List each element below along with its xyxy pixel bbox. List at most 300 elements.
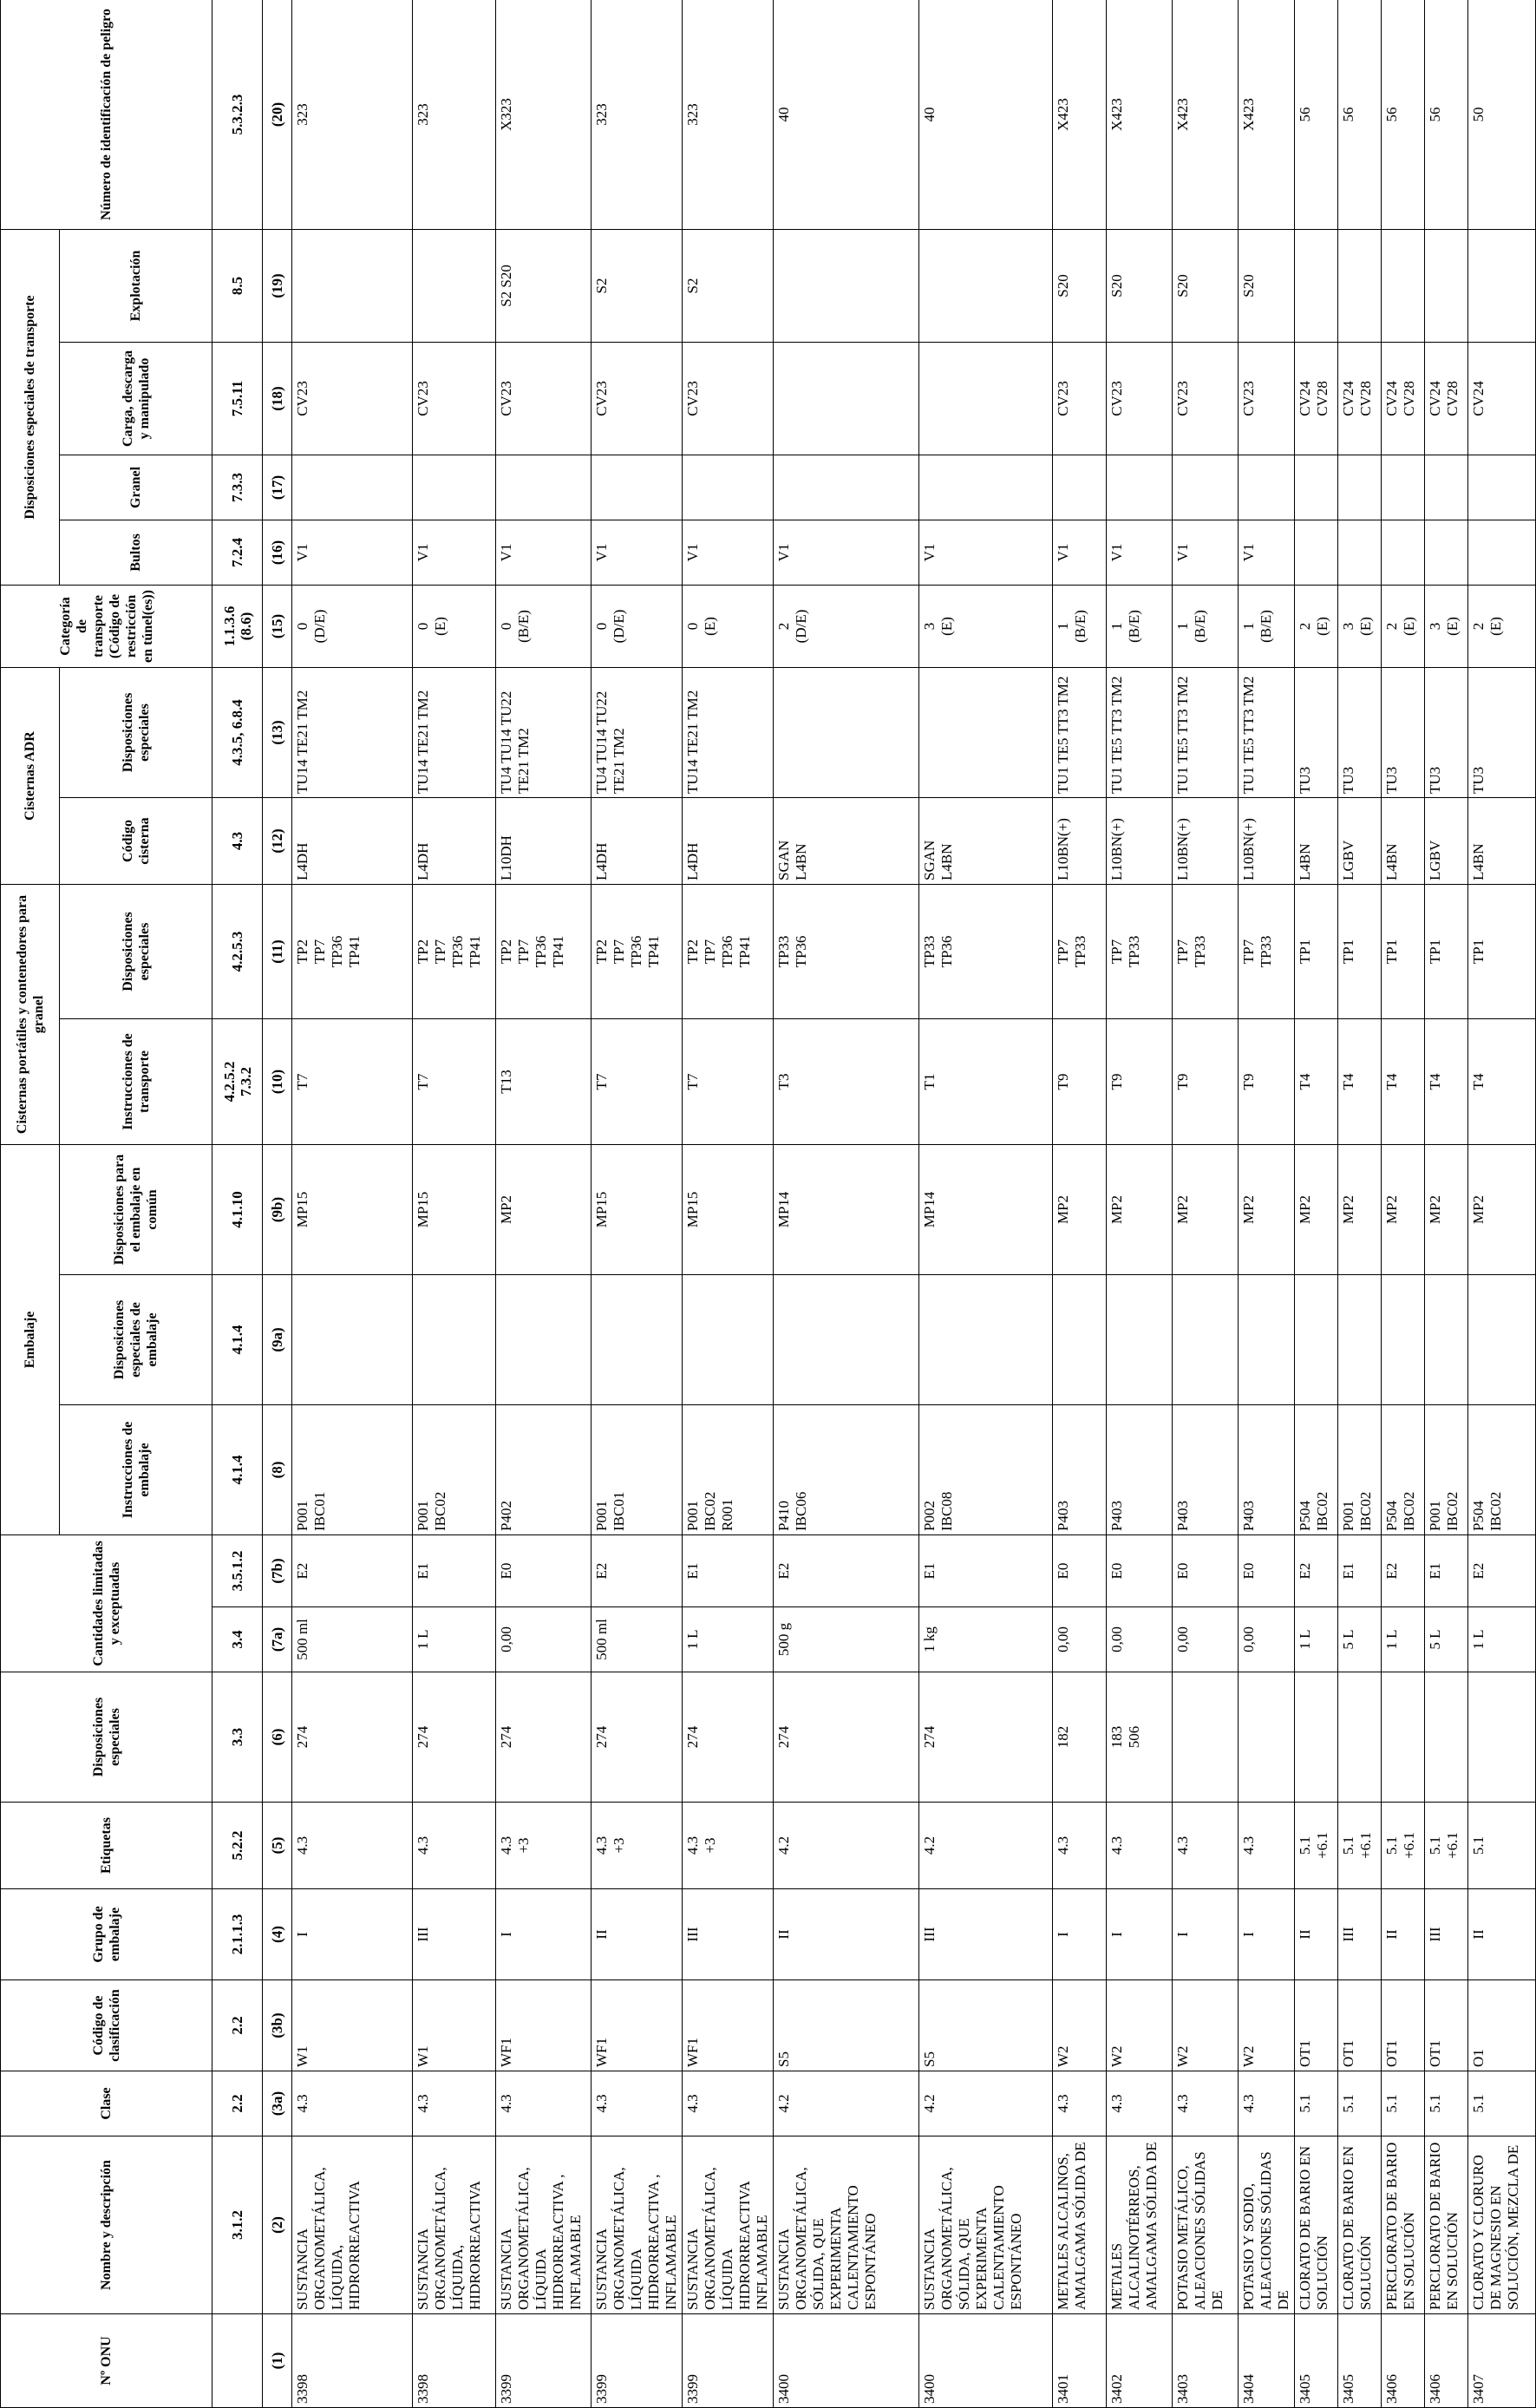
reference-row bbox=[212, 0, 263, 2408]
table-cell: MP15 bbox=[292, 1144, 413, 1274]
table-cell: 4.3 bbox=[1173, 1803, 1239, 1889]
table-cell bbox=[919, 667, 1053, 797]
reference-cell: 7.2.4 bbox=[212, 520, 263, 585]
table-cell bbox=[1468, 520, 1536, 585]
column-number-cell: (3b) bbox=[263, 1980, 292, 2071]
table-cell: P403 bbox=[1107, 1405, 1173, 1535]
table-cell bbox=[1468, 455, 1536, 520]
table-cell: 5 L bbox=[1338, 1607, 1382, 1672]
header-name: Nombre y descripción bbox=[1, 2136, 212, 2314]
table-cell: TP7 TP33 bbox=[1107, 884, 1173, 1018]
table-cell bbox=[1382, 229, 1425, 342]
table-cell: 56 bbox=[1382, 0, 1425, 229]
table-cell: 274 bbox=[496, 1672, 592, 1803]
table-cell: 1 L bbox=[413, 1607, 496, 1672]
table-cell: S20 bbox=[1107, 229, 1173, 342]
table-cell: L4DH bbox=[592, 797, 683, 884]
table-cell bbox=[1295, 455, 1338, 520]
table-cell bbox=[683, 455, 774, 520]
table-cell: CV24 bbox=[1468, 342, 1536, 455]
table-cell: CLORATO DE BARIO EN SOLUCIÓN bbox=[1338, 2136, 1382, 2314]
column-number-cell: (13) bbox=[263, 667, 292, 797]
table-cell bbox=[292, 229, 413, 342]
table-cell: T9 bbox=[1239, 1018, 1295, 1144]
table-cell: E2 bbox=[1382, 1535, 1425, 1607]
table-cell bbox=[1468, 229, 1536, 342]
column-number-cell: (2) bbox=[263, 2136, 292, 2314]
table-cell: 0,00 bbox=[1107, 1607, 1173, 1672]
column-number-cell: (3a) bbox=[263, 2071, 292, 2136]
table-cell: 2 (E) bbox=[1382, 585, 1425, 667]
table-cell: 0 (B/E) bbox=[496, 585, 592, 667]
table-row bbox=[1239, 0, 1295, 2408]
table-cell bbox=[1239, 1672, 1295, 1803]
reference-cell bbox=[212, 2314, 263, 2408]
table-cell: METALES ALCALINOS, AMALGAMA SÓLIDA DE bbox=[1053, 2136, 1107, 2314]
table-cell: TU14 TE21 TM2 bbox=[292, 667, 413, 797]
table-cell: 56 bbox=[1295, 0, 1338, 229]
table-cell: T7 bbox=[683, 1018, 774, 1144]
table-cell: 3403 bbox=[1173, 2314, 1239, 2408]
table-cell: S5 bbox=[774, 1980, 919, 2071]
reference-cell: 3.1.2 bbox=[212, 2136, 263, 2314]
table-cell: MP15 bbox=[683, 1144, 774, 1274]
column-number-cell: (15) bbox=[263, 585, 292, 667]
table-cell: 323 bbox=[683, 0, 774, 229]
header-class: Clase bbox=[1, 2071, 212, 2136]
table-cell: 4.2 bbox=[919, 1803, 1053, 1889]
table-cell: L10DH bbox=[496, 797, 592, 884]
table-cell: MP2 bbox=[1053, 1144, 1107, 1274]
table-cell: 4.3 bbox=[292, 1803, 413, 1889]
column-number-cell: (9b) bbox=[263, 1144, 292, 1274]
table-cell: 274 bbox=[413, 1672, 496, 1803]
table-cell: TU3 bbox=[1338, 667, 1382, 797]
table-cell: 0,00 bbox=[1173, 1607, 1239, 1672]
table-cell: 1 (B/E) bbox=[1239, 585, 1295, 667]
table-cell: MP15 bbox=[413, 1144, 496, 1274]
table-cell bbox=[1239, 455, 1295, 520]
table-cell: TP1 bbox=[1382, 884, 1425, 1018]
column-number-cell: (6) bbox=[263, 1672, 292, 1803]
table-cell: L4DH bbox=[413, 797, 496, 884]
table-cell: 4.2 bbox=[774, 2071, 919, 2136]
table-cell bbox=[1382, 1672, 1425, 1803]
table-cell: TU1 TE5 TT3 TM2 bbox=[1107, 667, 1173, 797]
table-cell: TP2 TP7 TP36 TP41 bbox=[683, 884, 774, 1018]
table-cell: TP1 bbox=[1468, 884, 1536, 1018]
table-cell: TU3 bbox=[1382, 667, 1425, 797]
table-cell bbox=[1053, 455, 1107, 520]
table-cell: 1 (B/E) bbox=[1107, 585, 1173, 667]
table-cell: TP2 TP7 TP36 TP41 bbox=[413, 884, 496, 1018]
table-cell: 4.3 bbox=[1107, 2071, 1173, 2136]
table-cell: P001 IBC02 bbox=[1425, 1405, 1468, 1535]
table-cell: 3402 bbox=[1107, 2314, 1173, 2408]
table-cell: TP7 TP33 bbox=[1239, 884, 1295, 1018]
reference-cell: 4.2.5.2 7.3.2 bbox=[212, 1018, 263, 1144]
table-cell bbox=[1425, 229, 1468, 342]
table-cell: TP2 TP7 TP36 TP41 bbox=[496, 884, 592, 1018]
table-cell: V1 bbox=[683, 520, 774, 585]
table-cell bbox=[1338, 520, 1382, 585]
reference-cell: 4.3.5, 6.8.4 bbox=[212, 667, 263, 797]
table-cell: PERCLORATO DE BARIO EN SOLUCIÓN bbox=[1425, 2136, 1468, 2314]
table-cell: V1 bbox=[496, 520, 592, 585]
table-cell: MP14 bbox=[774, 1144, 919, 1274]
table-cell: TU4 TU14 TU22 TE21 TM2 bbox=[592, 667, 683, 797]
table-cell bbox=[1338, 1275, 1382, 1405]
table-cell: 274 bbox=[592, 1672, 683, 1803]
column-number-cell: (7a) bbox=[263, 1607, 292, 1672]
table-cell: SGAN L4BN bbox=[774, 797, 919, 884]
table-cell: 4.3 bbox=[413, 2071, 496, 2136]
table-cell: II bbox=[592, 1889, 683, 1980]
table-cell: CV23 bbox=[413, 342, 496, 455]
table-cell: P402 bbox=[496, 1405, 592, 1535]
table-cell bbox=[1425, 1672, 1468, 1803]
table-cell: 5.1 bbox=[1468, 1803, 1536, 1889]
table-cell: X423 bbox=[1239, 0, 1295, 229]
table-row bbox=[413, 0, 496, 2408]
table-cell: 5 L bbox=[1425, 1607, 1468, 1672]
table-cell: MP2 bbox=[1295, 1144, 1338, 1274]
table-cell: V1 bbox=[292, 520, 413, 585]
table-cell: S5 bbox=[919, 1980, 1053, 2071]
table-row bbox=[774, 0, 919, 2408]
table-cell: E0 bbox=[1053, 1535, 1107, 1607]
table-cell bbox=[292, 1275, 413, 1405]
table-cell: O1 bbox=[1468, 1980, 1536, 2071]
header-portable-special: Disposiciones especiales bbox=[60, 884, 212, 1018]
header-instructions-transport: Instrucciones de transporte bbox=[60, 1018, 212, 1144]
table-cell: MP2 bbox=[1338, 1144, 1382, 1274]
header-special-packing: Disposiciones especiales de embalaje bbox=[60, 1275, 212, 1405]
table-cell: L10BN(+) bbox=[1107, 797, 1173, 884]
table-cell: 5.1 bbox=[1425, 2071, 1468, 2136]
table-cell: S2 bbox=[592, 229, 683, 342]
table-cell: I bbox=[292, 1889, 413, 1980]
table-cell: III bbox=[919, 1889, 1053, 1980]
table-cell: MP15 bbox=[592, 1144, 683, 1274]
table-cell bbox=[774, 455, 919, 520]
table-cell: T7 bbox=[292, 1018, 413, 1144]
table-cell: MP2 bbox=[1239, 1144, 1295, 1274]
table-cell: S2 S20 bbox=[496, 229, 592, 342]
table-cell: POTASIO METÁLICO, ALEACIONES SÓLIDAS DE bbox=[1173, 2136, 1239, 2314]
reference-cell: 5.2.2 bbox=[212, 1803, 263, 1889]
table-cell: MP2 bbox=[1468, 1144, 1536, 1274]
table-cell: CV23 bbox=[592, 342, 683, 455]
table-cell: MP14 bbox=[919, 1144, 1053, 1274]
table-cell: T7 bbox=[592, 1018, 683, 1144]
header-tank-code: Código cisterna bbox=[60, 797, 212, 884]
table-cell: III bbox=[683, 1889, 774, 1980]
table-cell: E0 bbox=[1173, 1535, 1239, 1607]
table-row bbox=[1338, 0, 1382, 2408]
table-cell: T9 bbox=[1053, 1018, 1107, 1144]
table-cell bbox=[1107, 1275, 1173, 1405]
table-cell: T9 bbox=[1107, 1018, 1173, 1144]
reference-cell: 2.1.1.3 bbox=[212, 1889, 263, 1980]
table-cell: I bbox=[1053, 1889, 1107, 1980]
table-cell: TU3 bbox=[1468, 667, 1536, 797]
table-cell: 3406 bbox=[1382, 2314, 1425, 2408]
table-cell: 1 L bbox=[1295, 1607, 1338, 1672]
table-cell: X323 bbox=[496, 0, 592, 229]
table-cell: CV23 bbox=[1107, 342, 1173, 455]
table-cell: 4.3 bbox=[592, 2071, 683, 2136]
table-cell: 4.3 +3 bbox=[592, 1803, 683, 1889]
table-cell: L10BN(+) bbox=[1173, 797, 1239, 884]
header-packing-group: Grupo de embalaje bbox=[1, 1889, 212, 1980]
table-cell: CV24 CV28 bbox=[1425, 342, 1468, 455]
table-cell: P001 IBC01 bbox=[292, 1405, 413, 1535]
table-cell: 4.2 bbox=[774, 1803, 919, 1889]
header-special-provisions: Disposiciones especiales bbox=[1, 1672, 212, 1803]
table-cell: CV24 CV28 bbox=[1382, 342, 1425, 455]
table-cell: LGBV bbox=[1338, 797, 1382, 884]
table-cell: TP2 TP7 TP36 TP41 bbox=[592, 884, 683, 1018]
column-number-cell: (12) bbox=[263, 797, 292, 884]
column-number-cell: (16) bbox=[263, 520, 292, 585]
table-cell bbox=[413, 455, 496, 520]
table-cell: V1 bbox=[774, 520, 919, 585]
reference-cell: 4.1.4 bbox=[212, 1275, 263, 1405]
table-row bbox=[1053, 0, 1107, 2408]
table-cell bbox=[1295, 1672, 1338, 1803]
table-cell bbox=[1382, 455, 1425, 520]
table-cell: SGAN L4BN bbox=[919, 797, 1053, 884]
table-cell: CV23 bbox=[496, 342, 592, 455]
table-cell: I bbox=[1239, 1889, 1295, 1980]
table-cell: WF1 bbox=[683, 1980, 774, 2071]
table-cell: 56 bbox=[1338, 0, 1382, 229]
table-cell: E2 bbox=[592, 1535, 683, 1607]
table-cell: P504 IBC02 bbox=[1295, 1405, 1338, 1535]
table-cell: 1 L bbox=[683, 1607, 774, 1672]
column-number-cell: (8) bbox=[263, 1405, 292, 1535]
table-cell bbox=[292, 455, 413, 520]
table-cell bbox=[1338, 229, 1382, 342]
table-cell: SUSTANCIA ORGANOMETÁLICA, LÍQUIDA HIDRORREACTIVA INFLAMABLE bbox=[683, 2136, 774, 2314]
table-cell: P403 bbox=[1053, 1405, 1107, 1535]
table-cell: 4.3 bbox=[1239, 2071, 1295, 2136]
table-cell: 0,00 bbox=[496, 1607, 592, 1672]
header-tank-special: Disposiciones especiales bbox=[60, 667, 212, 797]
table-cell: I bbox=[1173, 1889, 1239, 1980]
table-cell: 4.3 bbox=[1053, 2071, 1107, 2136]
header-portable-tanks: Cisternas portátiles y contenedores para granel bbox=[1, 884, 60, 1144]
table-cell: 0,00 bbox=[1053, 1607, 1107, 1672]
table-cell bbox=[1425, 520, 1468, 585]
table-cell bbox=[774, 667, 919, 797]
table-cell: 5.1 bbox=[1295, 2071, 1338, 2136]
table-cell: 4.3 bbox=[413, 1803, 496, 1889]
table-cell: TU4 TU14 TU22 TE21 TM2 bbox=[496, 667, 592, 797]
column-number-cell: (19) bbox=[263, 229, 292, 342]
table-cell: 4.2 bbox=[919, 2071, 1053, 2136]
column-number-cell: (11) bbox=[263, 884, 292, 1018]
table-cell: E1 bbox=[413, 1535, 496, 1607]
table-cell: T4 bbox=[1425, 1018, 1468, 1144]
table-cell: P403 bbox=[1239, 1405, 1295, 1535]
reference-cell: 7.5.11 bbox=[212, 342, 263, 455]
reference-cell: 2.2 bbox=[212, 1980, 263, 2071]
table-cell: 3 (E) bbox=[919, 585, 1053, 667]
reference-cell: 4.1.4 bbox=[212, 1405, 263, 1535]
table-cell: MP2 bbox=[496, 1144, 592, 1274]
table-cell: W2 bbox=[1173, 1980, 1239, 2071]
table-cell: 4.3 bbox=[1173, 2071, 1239, 2136]
table-cell: 5.1 +6.1 bbox=[1338, 1803, 1382, 1889]
table-cell bbox=[683, 1275, 774, 1405]
table-cell: TP1 bbox=[1338, 884, 1382, 1018]
table-cell bbox=[774, 342, 919, 455]
header-packages: Bultos bbox=[60, 520, 212, 585]
table-cell: SUSTANCIA ORGANOMETÁLICA, SÓLIDA, QUE EXPERIMENTA CALENTAMIENTO ESPONTÁNEO bbox=[919, 2136, 1053, 2314]
table-cell: T13 bbox=[496, 1018, 592, 1144]
reference-cell: 3.4 bbox=[212, 1607, 263, 1672]
table-cell bbox=[1295, 229, 1338, 342]
table-cell: E1 bbox=[919, 1535, 1053, 1607]
column-number-cell: (1) bbox=[263, 2314, 292, 2408]
table-cell bbox=[1053, 1275, 1107, 1405]
table-cell: CLORATO Y CLORURO DE MAGNESIO EN SOLUCIÓN, MEZCLA DE bbox=[1468, 2136, 1536, 2314]
table-cell: E2 bbox=[1295, 1535, 1338, 1607]
table-cell: WF1 bbox=[592, 1980, 683, 2071]
table-cell: 5.1 +6.1 bbox=[1425, 1803, 1468, 1889]
table-cell: TP33 TP36 bbox=[919, 884, 1053, 1018]
table-cell: W2 bbox=[1107, 1980, 1173, 2071]
table-cell: V1 bbox=[413, 520, 496, 585]
table-cell bbox=[919, 229, 1053, 342]
table-cell: II bbox=[774, 1889, 919, 1980]
table-cell: 4.3 bbox=[683, 2071, 774, 2136]
header-adr-tanks: Cisternas ADR bbox=[1, 667, 60, 884]
header-limited-excepted: Cantidades limitadas y exceptuadas bbox=[1, 1535, 212, 1672]
table-cell: 500 g bbox=[774, 1607, 919, 1672]
table-cell: OT1 bbox=[1295, 1980, 1338, 2071]
table-cell: 1 kg bbox=[919, 1607, 1053, 1672]
table-cell: TU3 bbox=[1295, 667, 1338, 797]
table-cell: 40 bbox=[919, 0, 1053, 229]
table-cell: TU1 TE5 TT3 TM2 bbox=[1173, 667, 1239, 797]
column-number-row bbox=[263, 0, 292, 2408]
table-cell: S20 bbox=[1053, 229, 1107, 342]
header-packing-instructions: Instrucciones de embalaje bbox=[60, 1405, 212, 1535]
table-cell: CV23 bbox=[1239, 342, 1295, 455]
column-number-cell: (5) bbox=[263, 1803, 292, 1889]
table-cell: 323 bbox=[592, 0, 683, 229]
table-cell: CV23 bbox=[1173, 342, 1239, 455]
table-cell: 274 bbox=[683, 1672, 774, 1803]
table-cell: T4 bbox=[1382, 1018, 1425, 1144]
table-cell: 1 L bbox=[1382, 1607, 1425, 1672]
table-cell: W1 bbox=[292, 1980, 413, 2071]
reference-cell: 4.3 bbox=[212, 797, 263, 884]
table-cell: II bbox=[1382, 1889, 1425, 1980]
table-cell: 274 bbox=[774, 1672, 919, 1803]
table-cell: MP2 bbox=[1425, 1144, 1468, 1274]
table-row bbox=[592, 0, 683, 2408]
table-cell: L4DH bbox=[292, 797, 413, 884]
table-cell: 1 (B/E) bbox=[1053, 585, 1107, 667]
table-cell: V1 bbox=[1239, 520, 1295, 585]
table-cell: T4 bbox=[1295, 1018, 1338, 1144]
table-cell bbox=[774, 229, 919, 342]
table-cell bbox=[1295, 520, 1338, 585]
header-un-number: Nº ONU bbox=[1, 2314, 212, 2408]
column-number-cell: (9a) bbox=[263, 1275, 292, 1405]
reference-cell: 3.5.1.2 bbox=[212, 1535, 263, 1607]
table-cell: E2 bbox=[1468, 1535, 1536, 1607]
table-row bbox=[1382, 0, 1425, 2408]
table-cell: CV23 bbox=[292, 342, 413, 455]
table-cell: 0 (E) bbox=[413, 585, 496, 667]
header-hazard-id: Número de identificación de peligro bbox=[1, 0, 212, 229]
table-cell: L4BN bbox=[1295, 797, 1338, 884]
table-cell: 3400 bbox=[774, 2314, 919, 2408]
table-cell bbox=[774, 1275, 919, 1405]
table-cell bbox=[592, 455, 683, 520]
table-cell: E0 bbox=[496, 1535, 592, 1607]
table-cell: 5.1 bbox=[1338, 2071, 1382, 2136]
table-cell: E0 bbox=[1107, 1535, 1173, 1607]
table-cell: 3398 bbox=[292, 2314, 413, 2408]
table-cell: V1 bbox=[1173, 520, 1239, 585]
table-row bbox=[919, 0, 1053, 2408]
table-cell: 2 (D/E) bbox=[774, 585, 919, 667]
table-cell: V1 bbox=[1107, 520, 1173, 585]
table-cell: 2 (E) bbox=[1295, 585, 1338, 667]
column-number-cell: (10) bbox=[263, 1018, 292, 1144]
table-cell: 3406 bbox=[1425, 2314, 1468, 2408]
table-cell: TU14 TE21 TM2 bbox=[683, 667, 774, 797]
table-cell: W2 bbox=[1239, 1980, 1295, 2071]
table-cell: L10BN(+) bbox=[1239, 797, 1295, 884]
table-cell: X423 bbox=[1173, 0, 1239, 229]
header-mixed-packing: Disposiciones para el embalaje en común bbox=[60, 1144, 212, 1274]
table-cell: III bbox=[1338, 1889, 1382, 1980]
header-operation: Explotación bbox=[60, 229, 212, 342]
table-cell: TP33 TP36 bbox=[774, 884, 919, 1018]
table-cell: 3 (E) bbox=[1425, 585, 1468, 667]
table-cell: 0 (E) bbox=[683, 585, 774, 667]
table-cell: T7 bbox=[413, 1018, 496, 1144]
table-cell: I bbox=[1107, 1889, 1173, 1980]
table-cell: TP1 bbox=[1295, 884, 1338, 1018]
table-cell: TU3 bbox=[1425, 667, 1468, 797]
reference-cell: 1.1.3.6 (8.6) bbox=[212, 585, 263, 667]
table-cell: SUSTANCIA ORGANOMETÁLICA, LÍQUIDA HIDRORREACTIVA , INFLAMABLE bbox=[496, 2136, 592, 2314]
column-number-cell: (7b) bbox=[263, 1535, 292, 1607]
table-cell bbox=[1425, 1275, 1468, 1405]
table-cell: 3399 bbox=[496, 2314, 592, 2408]
table-cell: CV24 CV28 bbox=[1338, 342, 1382, 455]
table-row bbox=[496, 0, 592, 2408]
reference-cell: 2.2 bbox=[212, 2071, 263, 2136]
table-cell: 3 (E) bbox=[1338, 585, 1382, 667]
table-cell bbox=[1173, 455, 1239, 520]
table-cell: 3407 bbox=[1468, 2314, 1536, 2408]
table-cell: II bbox=[1468, 1889, 1536, 1980]
table-cell: P001 IBC02 bbox=[1338, 1405, 1382, 1535]
reference-cell: 7.3.3 bbox=[212, 455, 263, 520]
table-cell bbox=[413, 1275, 496, 1405]
table-cell: 3400 bbox=[919, 2314, 1053, 2408]
table-cell bbox=[1173, 1672, 1239, 1803]
